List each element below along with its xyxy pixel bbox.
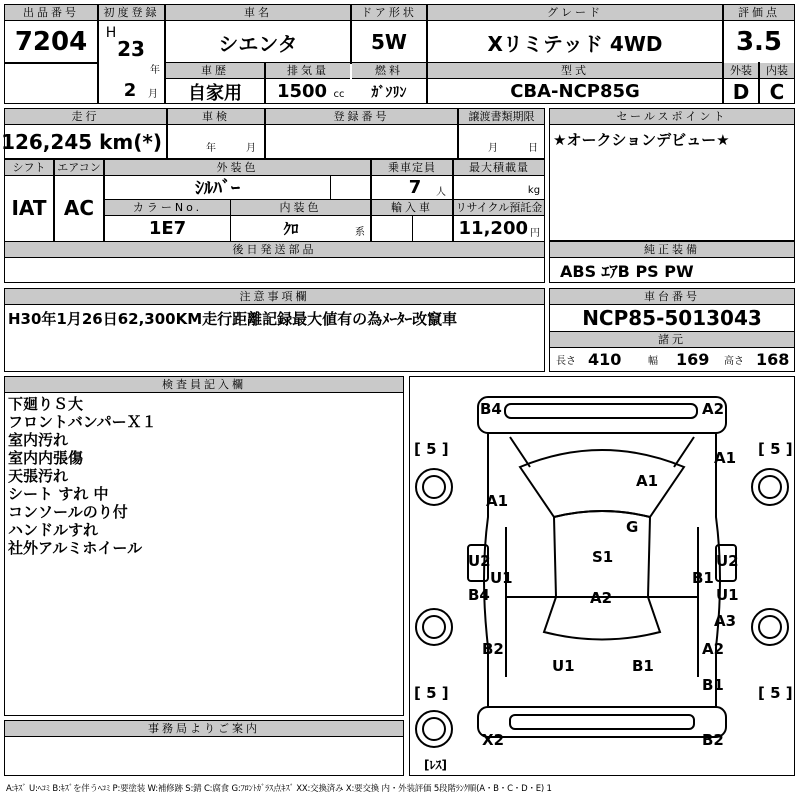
label-g: G — [626, 518, 639, 536]
fuel: ｶﾞｿﾘﾝ — [371, 84, 407, 101]
label-a3: A3 — [714, 612, 737, 630]
caution-text: H30年1月26日62,300KM走行距離記録最大値有の為ﾒｰﾀｰ改竄車 — [8, 309, 458, 328]
fuel-header: 燃料 — [352, 63, 426, 79]
legend: A:ｷｽﾞ U:ﾍｺﾐ B:ｷｽﾞを伴うﾍｺﾐ P:要塗装 W:補修跡 S:錆 C:腐食 G:ﾌﾛﾝﾄｶﾞﾗｽ点ｷｽﾞ XX:交換済み X:要交換 内・外装評価 5段階ﾗﾝｸ順(A・B・C・D・E) 1 — [6, 784, 552, 794]
label-b1-bottom: B1 — [632, 657, 654, 675]
label-u1-right: U1 — [716, 586, 739, 604]
max-load-unit: kg — [527, 184, 541, 196]
exterior-color: ｼﾙﾊﾞｰ — [195, 178, 240, 199]
capacity: 7 — [408, 176, 422, 198]
first-reg-header: 初度登録 — [99, 5, 164, 21]
label-u1-left: U1 — [490, 569, 513, 587]
color-no-header: カラーNo. — [105, 200, 230, 216]
capacity-header: 乗車定員 — [372, 160, 452, 176]
length: 410 — [588, 349, 622, 369]
exterior-header: 外装 — [724, 63, 758, 79]
label-x2: X2 — [482, 731, 505, 749]
label-b1-rear: B1 — [702, 676, 724, 694]
label-u2-right: U2 — [716, 552, 739, 570]
chassis-number: NCP85-5013043 — [582, 306, 762, 330]
recycle-deposit: 11,200 — [458, 218, 528, 239]
transfer-header: 譲渡書類期限 — [459, 109, 544, 125]
label-u1-bottom: U1 — [552, 657, 575, 675]
recycle-header: リサイクル預託金 — [455, 201, 543, 214]
displacement-header: 排気量 — [266, 63, 350, 79]
inspector-line-5: 天張汚れ — [8, 467, 69, 485]
inspector-line-9: 社外アルミホイール — [8, 539, 143, 557]
label-b4-left: B4 — [468, 586, 490, 604]
history: 自家用 — [188, 82, 242, 104]
inspection-month-unit: 月 — [246, 142, 256, 154]
label-b4-top: B4 — [480, 400, 502, 418]
inspector-line-7: コンソールのり付 — [8, 503, 128, 521]
inspection-year-unit: 年 — [206, 142, 216, 154]
tire-front-left: [ 5 ] — [414, 440, 449, 458]
color-no: 1E7 — [148, 218, 187, 239]
inspector-line-1: 下廻りＳ大 — [8, 395, 84, 413]
width: 169 — [676, 349, 710, 369]
max-load-header: 最大積載量 — [454, 160, 544, 176]
int-color-header: 内装色 — [231, 200, 370, 216]
inspector-header: 検査員記入欄 — [5, 377, 403, 393]
label-a1-right: A1 — [714, 449, 737, 467]
inspector-line-6: シート すれ 中 — [8, 485, 109, 503]
sales-point: ★オークションデビュー★ — [553, 130, 730, 149]
color-header: 外装色 — [105, 160, 370, 176]
label-a1-left: A1 — [486, 492, 509, 510]
ac-header: エアコン — [55, 160, 103, 176]
car-name: シエンタ — [218, 31, 298, 56]
ac: AC — [63, 196, 95, 220]
interior-grade: C — [769, 79, 785, 104]
inspector-line-3: 室内汚れ — [8, 431, 69, 449]
lot-no-header: 出品番号 — [5, 5, 97, 21]
first-reg-month: 2 — [123, 79, 137, 101]
label-a2-center: A2 — [590, 589, 613, 607]
exterior-grade: D — [732, 79, 750, 104]
label-b1-right: B1 — [692, 569, 714, 587]
inspector-line-4: 室内内張傷 — [8, 449, 84, 467]
shift-header: シフト — [5, 160, 53, 176]
label-u2-left: U2 — [468, 552, 491, 570]
mileage: 126,245 km(*) — [1, 130, 162, 154]
transfer-day-unit: 日 — [528, 142, 538, 154]
caution-header: 注意事項欄 — [5, 289, 544, 305]
label-a2-top: A2 — [702, 400, 725, 418]
inspector-line-2: フロントバンパーＸ１ — [8, 413, 157, 431]
equipment-header: 純正装備 — [550, 242, 794, 258]
later-parts-header: 後日発送部品 — [5, 242, 544, 258]
inspector-line-8: ハンドルすれ — [8, 521, 99, 539]
specs-header: 諸元 — [550, 332, 794, 348]
sales-point-header: セールスポイント — [550, 109, 794, 125]
recycle-unit: 円 — [530, 227, 540, 239]
equipment: ABS ｴｱB PS PW — [560, 261, 694, 281]
length-label: 長さ — [556, 355, 576, 367]
capacity-unit: 人 — [436, 186, 446, 198]
era: H — [105, 25, 117, 41]
displacement: 1500 — [276, 81, 328, 102]
door-shape: 5W — [371, 30, 407, 54]
grade-header: グレード — [428, 5, 722, 21]
label-b2-left: B2 — [482, 640, 504, 658]
door-header: ドア形状 — [352, 5, 426, 21]
spare-tire-label: [ﾚｽ] — [424, 758, 447, 772]
width-label: 幅 — [648, 355, 658, 367]
year-unit: 年 — [150, 64, 160, 76]
tire-rear-right: [ 5 ] — [758, 684, 793, 702]
car-outline — [410, 377, 794, 775]
grade: Xリミテッド 4WD — [487, 31, 663, 56]
reg-no-header: 登録番号 — [266, 109, 457, 125]
tire-rear-left: [ 5 ] — [414, 684, 449, 702]
int-color-unit: 系 — [355, 226, 365, 238]
label-s1: S1 — [592, 548, 614, 566]
transfer-month-unit: 月 — [488, 142, 498, 154]
history-header: 車歴 — [166, 63, 264, 79]
displacement-unit: cc — [333, 88, 345, 100]
tire-front-right: [ 5 ] — [758, 440, 793, 458]
int-color: ｸﾛ — [283, 220, 299, 238]
model: CBA-NCP85G — [510, 81, 640, 102]
shift: IAT — [11, 196, 47, 220]
office-header: 事務局よりご案内 — [5, 721, 403, 737]
mileage-header: 走行 — [5, 109, 166, 125]
inspection-header: 車検 — [168, 109, 264, 125]
month-unit: 月 — [148, 88, 158, 100]
chassis-header: 車台番号 — [550, 289, 794, 305]
lot-no: 7204 — [14, 27, 88, 57]
model-header: 型式 — [428, 63, 722, 79]
first-reg-year: 23 — [117, 37, 145, 61]
import-header: 輸入車 — [372, 200, 452, 216]
interior-header: 内装 — [760, 63, 794, 79]
height-label: 高さ — [724, 355, 744, 367]
score: 3.5 — [735, 27, 783, 57]
height: 168 — [756, 349, 790, 369]
score-header: 評価点 — [724, 5, 794, 21]
label-b2-rear: B2 — [702, 731, 724, 749]
label-a2-right: A2 — [702, 640, 725, 658]
car-name-header: 車名 — [166, 5, 350, 21]
label-a1-roof: A1 — [636, 472, 659, 490]
